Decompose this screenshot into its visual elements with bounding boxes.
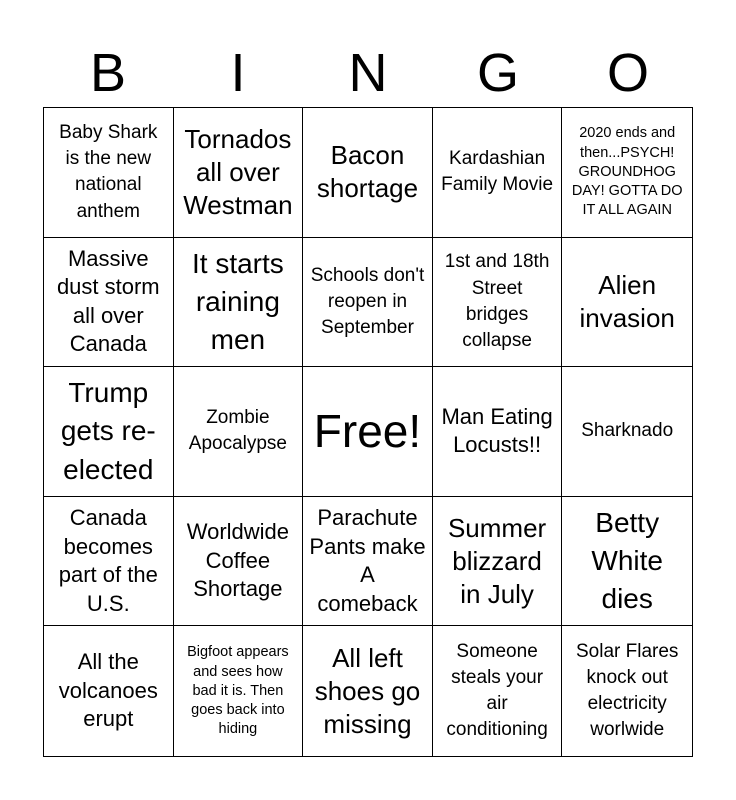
cell-text: All the volcanoes erupt bbox=[58, 649, 158, 732]
cell-text: All left shoes go missing bbox=[314, 642, 421, 739]
cell-text: Parachute Pants make A comeback bbox=[309, 504, 426, 616]
bingo-board bbox=[43, 107, 693, 757]
bingo-cell[interactable] bbox=[174, 626, 304, 756]
bingo-cell[interactable] bbox=[44, 238, 174, 368]
bingo-cell[interactable] bbox=[44, 367, 174, 497]
bingo-cell[interactable] bbox=[174, 108, 304, 238]
header-letter-g: G bbox=[476, 43, 519, 103]
bingo-cell[interactable] bbox=[174, 367, 304, 497]
header-letter-i: I bbox=[230, 43, 246, 103]
cell-text: Bacon shortage bbox=[316, 140, 419, 204]
cell-text: Man Eating Locusts!! bbox=[441, 403, 553, 458]
free-space-cell[interactable] bbox=[303, 367, 433, 497]
bingo-header bbox=[43, 40, 693, 106]
bingo-cell[interactable] bbox=[303, 626, 433, 756]
cell-text: Kardashian Family Movie bbox=[441, 148, 554, 196]
cell-text: It starts raining men bbox=[191, 247, 284, 355]
bingo-cell[interactable] bbox=[433, 497, 563, 627]
bingo-cell[interactable] bbox=[433, 238, 563, 368]
bingo-cell[interactable] bbox=[303, 497, 433, 627]
bingo-cell[interactable] bbox=[174, 238, 304, 368]
cell-text: Free! bbox=[313, 405, 422, 458]
cell-text: Sharknado bbox=[581, 420, 674, 442]
cell-text: Bigfoot appears and sees how bad it is. Then goes back into hiding bbox=[187, 644, 289, 737]
bingo-cell[interactable] bbox=[303, 108, 433, 238]
bingo-cell[interactable] bbox=[44, 108, 174, 238]
bingo-cell[interactable] bbox=[433, 367, 563, 497]
cell-text: Summer blizzard in July bbox=[447, 512, 547, 609]
bingo-cell[interactable] bbox=[303, 238, 433, 368]
bingo-cell[interactable] bbox=[174, 497, 304, 627]
header-letter-b: B bbox=[89, 43, 127, 103]
bingo-cell[interactable] bbox=[44, 626, 174, 756]
header-letter-n: N bbox=[348, 43, 388, 103]
cell-text: Alien invasion bbox=[579, 269, 675, 333]
cell-text: Canada becomes part of the U.S. bbox=[58, 504, 158, 616]
bingo-cell[interactable] bbox=[562, 108, 692, 238]
bingo-cell[interactable] bbox=[562, 626, 692, 756]
bingo-cell[interactable] bbox=[433, 626, 563, 756]
cell-text: Solar Flares knock out electricity worlwide bbox=[575, 640, 679, 741]
bingo-cell[interactable] bbox=[562, 367, 692, 497]
cell-text: Baby Shark is the new national anthem bbox=[59, 121, 158, 222]
header-letter-o: O bbox=[606, 43, 649, 103]
cell-text: Betty White dies bbox=[591, 506, 663, 615]
cell-text: 1st and 18th Street bridges collapse bbox=[444, 251, 550, 352]
cell-text: Someone steals your air conditioning bbox=[446, 640, 548, 741]
cell-text: Schools don't reopen in September bbox=[310, 264, 425, 338]
cell-text: Worldwide Coffee Shortage bbox=[186, 519, 290, 602]
bingo-cell[interactable] bbox=[433, 108, 563, 238]
cell-text: 2020 ends and then...PSYCH! GROUNDHOG DAY! GOTTA DO IT ALL AGAIN bbox=[571, 125, 683, 218]
cell-text: Zombie Apocalypse bbox=[188, 407, 287, 455]
cell-text: Tornados all over Westman bbox=[183, 123, 293, 220]
bingo-cell[interactable] bbox=[562, 238, 692, 368]
bingo-cell[interactable] bbox=[562, 497, 692, 627]
cell-text: Trump gets re-elected bbox=[60, 377, 156, 485]
cell-text: Massive dust storm all over Canada bbox=[56, 245, 160, 357]
bingo-cell[interactable] bbox=[44, 497, 174, 627]
